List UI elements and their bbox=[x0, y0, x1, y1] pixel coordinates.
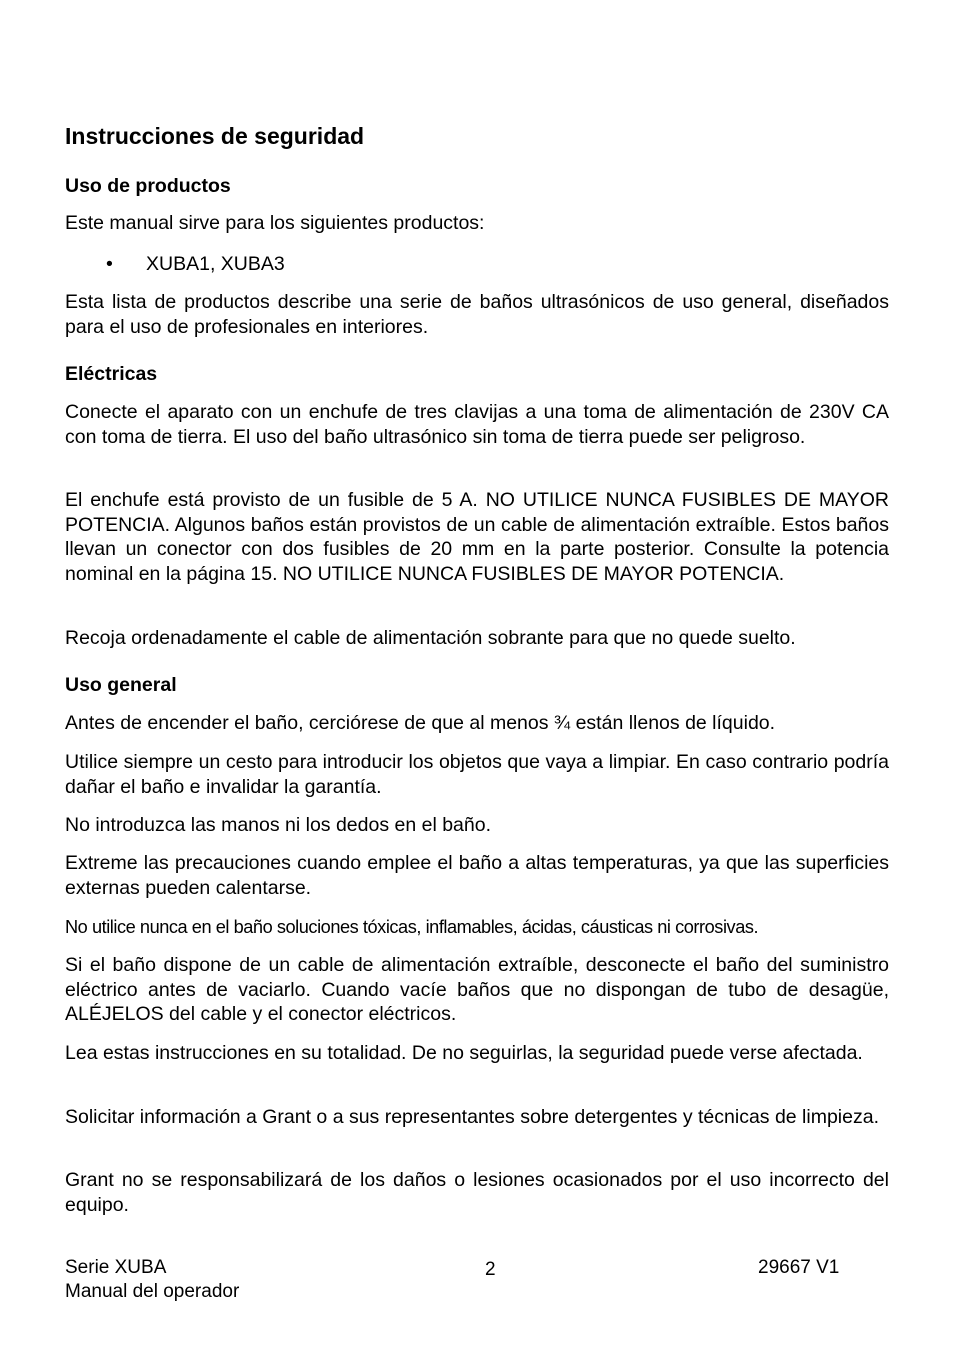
uso-general-paragraph-6: Si el baño dispone de un cable de alimentación extraíble, desconecte el baño del suministro eléctrico antes de vaciarlo. Cuando vacíe baños que no dispongan de tubo de desagüe, ALÉJELOS del cable y el conector eléctricos. bbox=[65, 954, 889, 1025]
bullet-icon: • bbox=[106, 253, 113, 275]
footer-doc-id: 29667 V1 bbox=[758, 1257, 840, 1278]
uso-general-paragraph-7: Lea estas instrucciones en su totalidad. De no seguirlas, la seguridad puede verse afectada. bbox=[65, 1042, 863, 1064]
uso-general-paragraph-8: Solicitar información a Grant o a sus representantes sobre detergentes y técnicas de limpieza. bbox=[65, 1106, 880, 1128]
uso-general-paragraph-2: Utilice siempre un cesto para introducir los objetos que vaya a limpiar. En caso contrario podría dañar el baño e invalidar la garantía. bbox=[65, 751, 889, 798]
intro-paragraph: Este manual sirve para los siguientes productos: bbox=[65, 212, 485, 234]
electricas-paragraph-3: Recoja ordenadamente el cable de alimentación sobrante para que no quede suelto. bbox=[65, 627, 796, 649]
uso-general-paragraph-9: Grant no se responsabilizará de los daños o lesiones ocasionados por el uso incorrecto del equipo. bbox=[65, 1169, 889, 1216]
product-description: Esta lista de productos describe una serie de baños ultrasónicos de uso general, diseñados para el uso de profesionales en interiores. bbox=[65, 291, 889, 338]
electricas-paragraph-1: Conecte el aparato con un enchufe de tres clavijas a una toma de alimentación de 230V CA con toma de tierra. El uso del baño ultrasónico sin toma de tierra puede ser peligroso. bbox=[65, 401, 889, 448]
electricas-paragraph-2: El enchufe está provisto de un fusible de 5 A. NO UTILICE NUNCA FUSIBLES DE MAYOR POTENCIA. Algunos baños están provistos de un cable de alimentación extraíble. Estos baños llevan un conector con dos fusibles de 20 mm en la parte posterior. Consulte la potencia nominal en la página 15. NO UTILICE NUNCA FUSIBLES DE MAYOR POTENCIA. bbox=[65, 489, 889, 585]
uso-general-paragraph-4: Extreme las precauciones cuando emplee el baño a altas temperaturas, ya que las superficies externas pueden calentarse. bbox=[65, 852, 889, 899]
uso-general-paragraph-5: No utilice nunca en el baño soluciones tóxicas, inflamables, ácidas, cáusticas ni corrosivas. bbox=[65, 917, 759, 937]
heading-uso-productos: Uso de productos bbox=[65, 175, 231, 197]
footer-manual: Manual del operador bbox=[65, 1281, 240, 1302]
product-list-text: XUBA1, XUBA3 bbox=[146, 253, 285, 275]
uso-general-paragraph-1: Antes de encender el baño, cerciórese de que al menos ¾ están llenos de líquido. bbox=[65, 712, 776, 734]
heading-electricas: Eléctricas bbox=[65, 363, 158, 385]
heading-uso-general: Uso general bbox=[65, 674, 177, 696]
page-number: 2 bbox=[485, 1259, 496, 1280]
uso-general-paragraph-3: No introduzca las manos ni los dedos en el baño. bbox=[65, 814, 492, 836]
footer-series: Serie XUBA bbox=[65, 1257, 167, 1278]
page-title: Instrucciones de seguridad bbox=[65, 123, 365, 149]
